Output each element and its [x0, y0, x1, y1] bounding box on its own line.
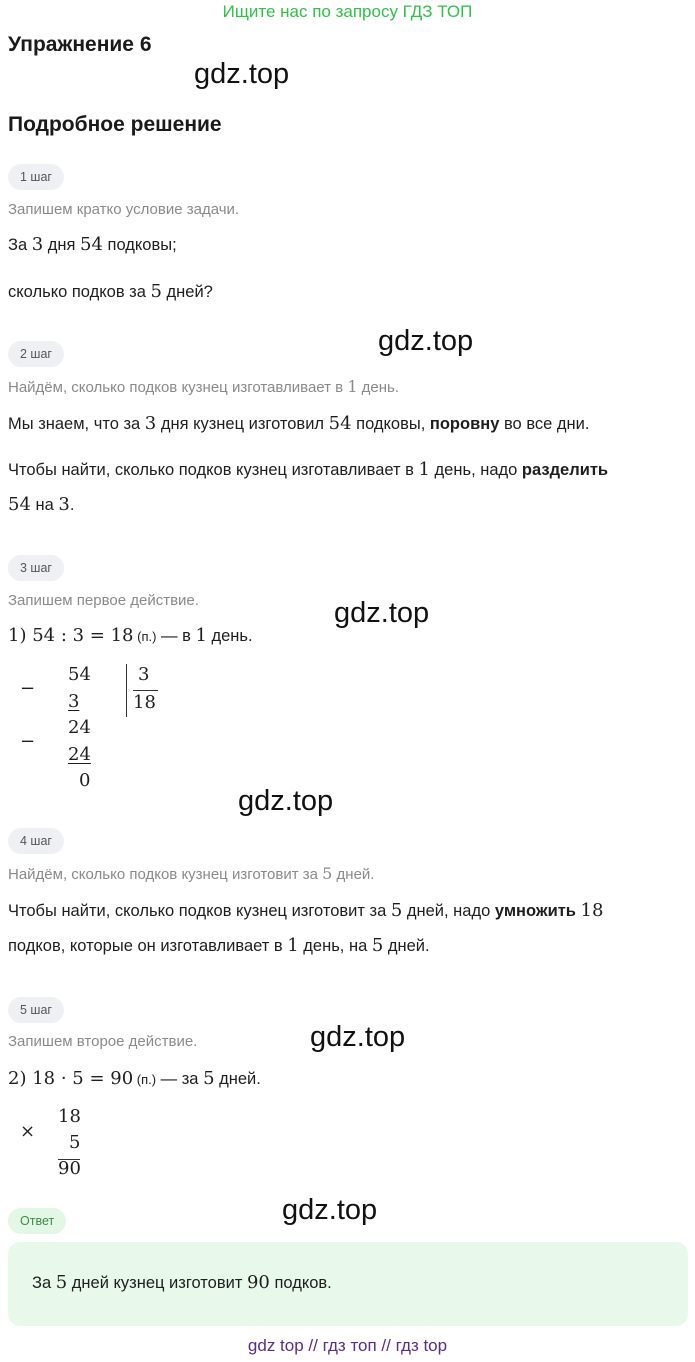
step-4-hint: Найдём, сколько подков кузнец изготовит за 5 дней.	[8, 864, 375, 883]
watermark: gdz.top	[238, 785, 334, 817]
step-4-paragraph-1: Чтобы найти, сколько подков кузнец изготовит за 5 дней, надо умножить 18	[8, 900, 604, 921]
answer-text: За 5 дней кузнец изготовит 90 подков.	[32, 1272, 332, 1293]
answer-badge: Ответ	[8, 1208, 66, 1234]
minus-sign: −	[20, 731, 36, 752]
step-2-paragraph-2: Чтобы найти, сколько подков кузнец изготавливает в 1 день, надо разделить	[8, 459, 609, 480]
page-title: Упражнение 6	[8, 33, 152, 56]
step-2-hint: Найдём, сколько подков кузнец изготавливает в 1 день.	[8, 377, 400, 396]
watermark: gdz.top	[310, 1021, 406, 1053]
search-banner[interactable]: Ищите нас по запросу ГДЗ ТОП	[222, 2, 473, 21]
section-title: Подробное решение	[8, 113, 222, 136]
multiplicand: 18	[58, 1106, 81, 1127]
divisor: 3	[138, 664, 150, 685]
quotient: 18	[133, 692, 156, 713]
step-5-equation: 2) 18 · 5 = 90 (п.) — за 5 дней.	[8, 1068, 261, 1089]
remainder-1: 24	[68, 717, 91, 738]
subtrahend-2: 24	[68, 744, 91, 765]
division-bar	[126, 664, 127, 717]
multiplier: 5	[69, 1132, 81, 1153]
multiply-sign: ×	[20, 1121, 36, 1142]
step-3-equation: 1) 54 : 3 = 18 (п.) — в 1 день.	[8, 625, 253, 646]
dividend: 54	[68, 664, 91, 685]
quotient-line	[133, 690, 158, 691]
watermark: gdz.top	[282, 1194, 378, 1226]
step-2-paragraph-3: 54 на 3.	[8, 494, 75, 515]
product: 90	[58, 1158, 81, 1179]
step-badge-4: 4 шаг	[8, 828, 64, 854]
step-1-line-2: сколько подков за 5 дней?	[8, 281, 213, 302]
remainder-final: 0	[79, 770, 91, 791]
step-5-hint: Запишем второе действие.	[8, 1033, 198, 1050]
step-1-hint: Запишем кратко условие задачи.	[8, 201, 240, 218]
step-3-hint: Запишем первое действие.	[8, 592, 199, 609]
watermark: gdz.top	[194, 58, 290, 90]
step-badge-1: 1 шаг	[8, 164, 64, 190]
watermark: gdz.top	[334, 597, 430, 629]
step-4-paragraph-2: подков, которые он изготавливает в 1 день, на 5 дней.	[8, 935, 430, 956]
minus-sign: −	[20, 678, 36, 699]
footer-links[interactable]: gdz top // гдз топ // гдз top	[247, 1336, 448, 1355]
watermark: gdz.top	[378, 325, 474, 357]
step-1-line-1: За 3 дня 54 подковы;	[8, 234, 177, 255]
step-badge-2: 2 шаг	[8, 341, 64, 367]
step-2-paragraph-1: Мы знаем, что за 3 дня кузнец изготовил 54 подковы, поровну во все дни.	[8, 413, 590, 434]
subtrahend-1: 3	[68, 691, 80, 712]
step-badge-3: 3 шаг	[8, 555, 64, 581]
step-badge-5: 5 шаг	[8, 997, 64, 1023]
